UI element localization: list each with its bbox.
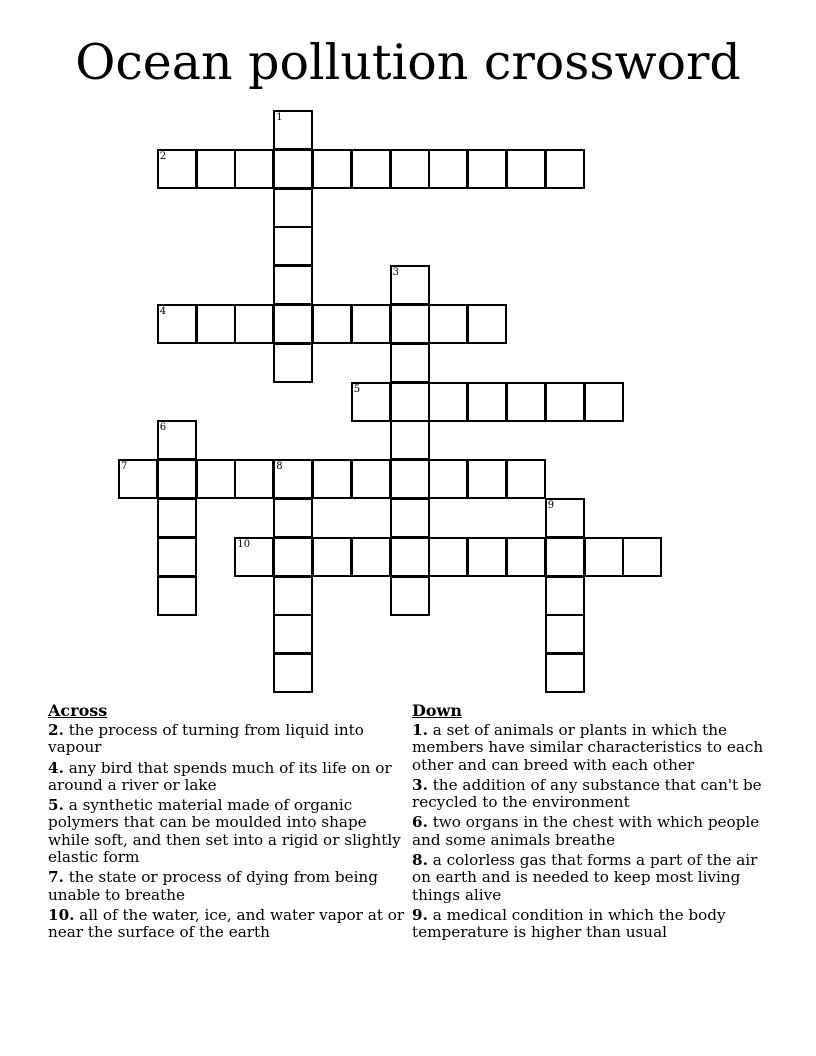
grid-cell[interactable]: [428, 459, 468, 499]
clue-item: [412, 907, 772, 942]
grid-cell[interactable]: [545, 537, 585, 577]
grid-cell[interactable]: [390, 149, 430, 189]
grid-cell[interactable]: [584, 382, 624, 422]
clue-item: [412, 814, 772, 849]
grid-cell[interactable]: [390, 265, 430, 305]
grid-cell[interactable]: [157, 576, 197, 616]
clue-item-text: any bird that spends much of its life on or around a river or lake: [48, 758, 392, 794]
clue-item-number: 2.: [48, 721, 64, 739]
grid-cell[interactable]: [390, 459, 430, 499]
grid-cell[interactable]: [506, 149, 546, 189]
grid-cell[interactable]: [312, 149, 352, 189]
grid-cell[interactable]: [273, 498, 313, 538]
grid-cell[interactable]: [157, 149, 197, 189]
grid-cell[interactable]: [157, 537, 197, 577]
grid-cell[interactable]: [390, 304, 430, 344]
grid-cell[interactable]: [273, 343, 313, 383]
clue-item: [48, 907, 408, 942]
grid-cell[interactable]: [157, 498, 197, 538]
clue-item: [412, 777, 772, 812]
grid-cell[interactable]: [118, 459, 158, 499]
clue-item-text: a colorless gas that forms a part of the air on earth and is needed to keep most living things alive: [412, 851, 758, 904]
down-clues: [412, 700, 772, 945]
grid-cell[interactable]: [545, 614, 585, 654]
down-clue-list: [412, 722, 772, 942]
grid-cell[interactable]: [622, 537, 662, 577]
grid-cell[interactable]: [351, 304, 391, 344]
grid-cell[interactable]: [545, 149, 585, 189]
grid-cell[interactable]: [312, 459, 352, 499]
grid-cell[interactable]: [545, 498, 585, 538]
grid-cell[interactable]: [312, 537, 352, 577]
grid-cell[interactable]: [196, 304, 236, 344]
clue-number: 1: [276, 112, 283, 123]
clue-item-text: the state or process of dying from being unable to breathe: [48, 868, 378, 904]
grid-cell[interactable]: [545, 576, 585, 616]
grid-cell[interactable]: [390, 343, 430, 383]
grid-cell[interactable]: [467, 537, 507, 577]
grid-cell[interactable]: [428, 382, 468, 422]
page-title: Ocean pollution crossword: [75, 34, 741, 91]
clue-item: [48, 797, 408, 866]
grid-cell[interactable]: [351, 149, 391, 189]
grid-cell[interactable]: [273, 614, 313, 654]
grid-cell[interactable]: [273, 576, 313, 616]
grid-cell[interactable]: [273, 459, 313, 499]
clue-item-number: 10.: [48, 905, 75, 924]
grid-cell[interactable]: [351, 459, 391, 499]
grid-cell[interactable]: [312, 304, 352, 344]
grid-cell[interactable]: [545, 382, 585, 422]
clue-number: 2: [159, 150, 167, 162]
clue-item-number: 1.: [412, 721, 428, 739]
across-heading: Across: [48, 701, 108, 720]
clue-item-number: 6.: [412, 813, 428, 832]
grid-cell[interactable]: [234, 537, 274, 577]
grid-cell[interactable]: [467, 304, 507, 344]
grid-cell[interactable]: [273, 226, 313, 266]
grid-cell[interactable]: [234, 304, 274, 344]
grid-cell[interactable]: [273, 265, 313, 305]
grid-cell[interactable]: [584, 537, 624, 577]
grid-cell[interactable]: [390, 420, 430, 460]
clue-item-number: 7.: [48, 868, 64, 887]
grid-cell[interactable]: [234, 459, 274, 499]
grid-cell[interactable]: [234, 149, 274, 189]
clue-item: [48, 722, 408, 757]
grid-cell[interactable]: [428, 304, 468, 344]
grid-cell[interactable]: [273, 110, 313, 150]
grid-cell[interactable]: [157, 459, 197, 499]
grid-cell[interactable]: [506, 382, 546, 422]
grid-cell[interactable]: [273, 653, 313, 693]
clue-number: 6: [159, 422, 167, 434]
grid-cell[interactable]: [273, 304, 313, 344]
grid-cell[interactable]: [196, 459, 236, 499]
clue-item-number: 8.: [412, 851, 428, 870]
grid-cell[interactable]: [506, 459, 546, 499]
clue-item-number: 3.: [412, 775, 428, 794]
grid-cell[interactable]: [428, 149, 468, 189]
grid-cell[interactable]: [351, 537, 391, 577]
grid-cell[interactable]: [390, 576, 430, 616]
grid-cell[interactable]: [351, 382, 391, 422]
clue-item: [48, 869, 408, 904]
clue-item-text: a synthetic material made of organic polymers that can be moulded into shape while soft, and then set into a rigid or slightly elastic form: [48, 796, 401, 867]
clue-item-number: 5.: [48, 796, 64, 815]
grid-cell[interactable]: [428, 537, 468, 577]
clue-item-text: a set of animals or plants in which the members have similar characteristics to each other and can breed with each other: [412, 721, 764, 774]
grid-cell[interactable]: [545, 653, 585, 693]
clue-number: 10: [237, 538, 251, 550]
grid-cell[interactable]: [506, 537, 546, 577]
clue-item-number: 9.: [412, 905, 428, 924]
clue-item-text: all of the water, ice, and water vapor at or near the surface of the earth: [48, 905, 405, 942]
clue-number: 4: [159, 306, 167, 317]
clue-item-number: 4.: [48, 758, 64, 777]
grid-cell[interactable]: [390, 537, 430, 577]
grid-cell[interactable]: [390, 382, 430, 422]
clue-number: 5: [353, 383, 361, 395]
clue-item-text: the addition of any substance that can't be recycled to the environment: [412, 775, 762, 812]
clue-number: 9: [547, 500, 555, 511]
clue-item-text: two organs in the chest with which people and some animals breathe: [412, 813, 760, 849]
clue-number: 7: [121, 461, 128, 473]
clue-item: [412, 852, 772, 904]
grid-cell[interactable]: [467, 382, 507, 422]
grid-cell[interactable]: [273, 149, 313, 189]
grid-cell[interactable]: [273, 188, 313, 228]
clue-item-text: a medical condition in which the body temperature is higher than usual: [412, 905, 726, 942]
grid-cell[interactable]: [390, 498, 430, 538]
clue-item: [48, 760, 408, 795]
down-heading: Down: [412, 701, 462, 720]
grid-cell[interactable]: [157, 304, 197, 344]
clue-number: 8: [276, 461, 283, 473]
grid-cell[interactable]: [157, 420, 197, 460]
grid-cell[interactable]: [196, 149, 236, 189]
across-clues: [48, 700, 408, 945]
grid-cell[interactable]: [467, 149, 507, 189]
clue-item: [412, 722, 772, 774]
across-clue-list: [48, 722, 408, 942]
clue-number: 3: [392, 267, 399, 279]
clue-item-text: the process of turning from liquid into vapour: [48, 721, 364, 757]
grid-cell[interactable]: [273, 537, 313, 577]
grid-cell[interactable]: [467, 459, 507, 499]
